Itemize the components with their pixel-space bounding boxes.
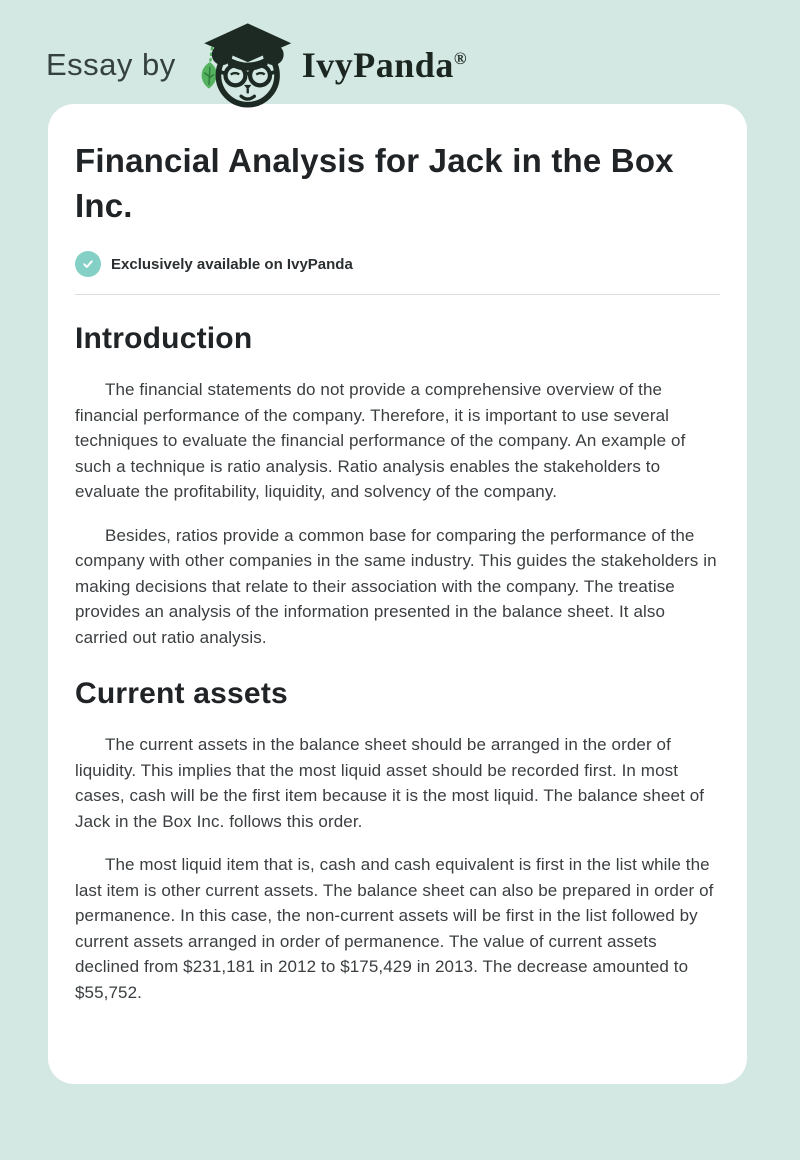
brand-name <box>302 44 467 86</box>
paragraph: The current assets in the balance sheet should be arranged in the order of liquidity. This implies that the most liquid asset should be recorded first. In most cases, cash will be the first item because it is the most liquid. The balance sheet of Jack in the Box Inc. follows this order. <box>75 735 705 831</box>
panda-graduate-icon <box>191 21 295 109</box>
page-header <box>0 0 800 102</box>
section-heading-current-assets: Current assets <box>75 677 288 710</box>
paragraph: The financial statements do not provide a comprehensive overview of the financial performance of the company. Therefore, it is important to use several techniques to evaluate the financial performance of the company. An example of such a technique is ratio analysis. Ratio analysis enables the stakeholders to evaluate the profitability, liquidity, and solvency of the company. <box>75 380 686 501</box>
paragraph: Besides, ratios provide a common base for comparing the performance of the company with other companies in the same industry. This guides the stakeholders in making decisions that relate to their association with the company. The treatise provides an analysis of the information presented in the balance sheet. It also carried out ratio analysis. <box>75 525 717 647</box>
availability-badge <box>75 251 720 277</box>
essay-title: Financial Analysis for Jack in the Box Inc. <box>75 142 674 224</box>
paragraph: The most liquid item that is, cash and cash equivalent is first in the list while the last item is other current assets. The balance sheet can also be prepared in order of permanence. In this case, the non-current assets will be first in the list followed by current assets arranged in order of permanence. The value of current assets declined from $231,181 in 2012 to $175,429 in 2013. The decrease amounted to $55,752. <box>75 855 714 1002</box>
brand-text: IvyPanda <box>301 45 454 85</box>
registered-mark: ® <box>453 49 468 68</box>
ivypanda-panda-logo-icon <box>190 20 296 110</box>
essay-card <box>48 104 747 1084</box>
section-current-assets <box>75 677 720 1005</box>
divider <box>75 294 720 295</box>
section-heading-introduction: Introduction <box>75 322 253 355</box>
check-icon <box>75 251 101 277</box>
availability-badge-label: Exclusively available on IvyPanda <box>111 255 353 273</box>
section-introduction <box>75 322 720 650</box>
essay-by-label: Essay by <box>46 47 176 82</box>
